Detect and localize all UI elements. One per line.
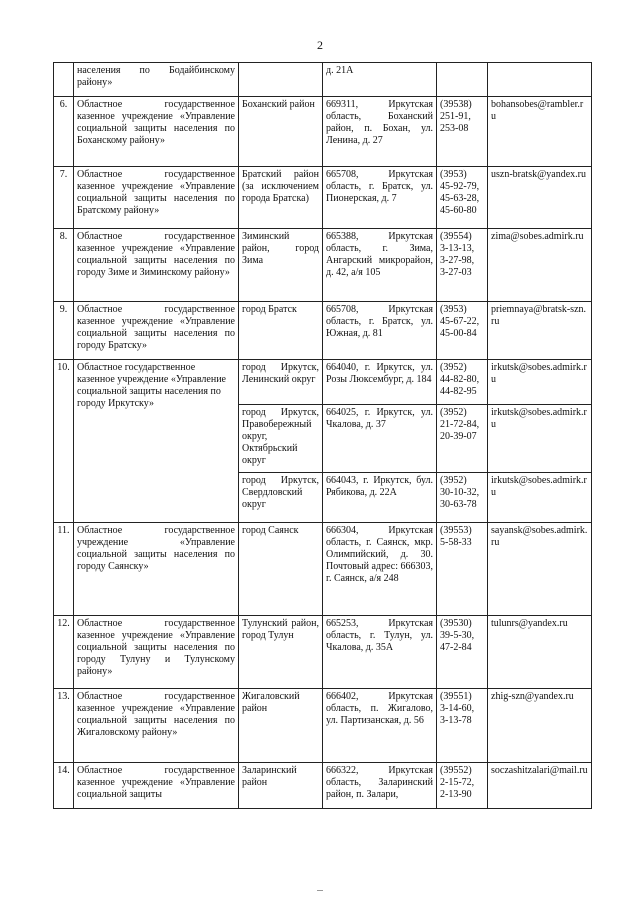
row-number: 6. xyxy=(54,97,74,167)
phone-line: (39538) xyxy=(440,99,472,110)
address: 665388, Иркутская область, г. Зима, Ангарский микрорайон, д. 42, а/я 105 xyxy=(323,229,437,302)
phone-cell xyxy=(437,97,488,167)
email: irkutsk@sobes.admirk.ru xyxy=(488,405,592,473)
table-row xyxy=(54,523,592,616)
table-row xyxy=(54,63,592,97)
phone-cell xyxy=(437,523,488,616)
email: uszn-bratsk@yandex.ru xyxy=(488,167,592,229)
phone-line: (3953) xyxy=(440,304,467,315)
phone-line: 45-67-22, xyxy=(440,316,480,327)
phone-line: 251-91, xyxy=(440,111,471,122)
table-row xyxy=(54,167,592,229)
territory: Тулунский район, город Тулун xyxy=(239,616,323,689)
phone-line: 21-72-84, xyxy=(440,419,480,430)
email: zhig-szn@yandex.ru xyxy=(488,689,592,763)
table-row xyxy=(54,689,592,763)
institution-name: Областное государственное казенное учреждение «Управление социальной защиты населения по Братскому району» xyxy=(74,167,239,229)
address: 666304, Иркутская область, г. Саянск, мкр. Олимпийский, д. 30. Почтовый адрес: 666303, г. Саянск, а/я 248 xyxy=(323,523,437,616)
phone-line: (39554) xyxy=(440,231,472,242)
territory: город Братск xyxy=(239,302,323,360)
phone-line: 44-82-80, xyxy=(440,374,480,385)
address: д. 21А xyxy=(323,63,437,97)
address: 666322, Иркутская область, Заларинский район, п. Залари, xyxy=(323,763,437,809)
phone-line: 2-13-90 xyxy=(440,789,472,800)
phone-line: (3953) xyxy=(440,169,467,180)
row-number: 9. xyxy=(54,302,74,360)
table-row xyxy=(54,302,592,360)
phone-cell xyxy=(437,63,488,97)
phone-line: 3-27-03 xyxy=(440,267,472,278)
address: 666402, Иркутская область, п. Жигалово, ул. Партизанская, д. 56 xyxy=(323,689,437,763)
address: 665253, Иркутская область, г. Тулун, ул. Чкалова, д. 35А xyxy=(323,616,437,689)
phone-line: (3952) xyxy=(440,407,467,418)
email: sayansk@sobes.admirk.ru xyxy=(488,523,592,616)
phone-cell xyxy=(437,763,488,809)
table-row xyxy=(54,97,592,167)
phone-line: 3-14-60, xyxy=(440,703,475,714)
territory: Заларинский район xyxy=(239,763,323,809)
phone-line: 45-60-80 xyxy=(440,205,477,216)
phone-line: 253-08 xyxy=(440,123,469,134)
territory: город Иркутск, Правобережный округ, Октябрьский округ xyxy=(239,405,323,473)
institution-name: населения по Бодайбинскому району» xyxy=(74,63,239,97)
scan-mark xyxy=(317,890,323,891)
phone-cell xyxy=(437,302,488,360)
phone-line: 20-39-07 xyxy=(440,431,477,442)
territory: город Иркутск, Ленинский округ xyxy=(239,360,323,405)
email: tulunrs@yandex.ru xyxy=(488,616,592,689)
row-number: 12. xyxy=(54,616,74,689)
phone-line: (39553) xyxy=(440,525,472,536)
territory: Боханский район xyxy=(239,97,323,167)
phone-line: 30-63-78 xyxy=(440,499,477,510)
phone-cell xyxy=(437,167,488,229)
phone-cell xyxy=(437,360,488,405)
territory: Жигаловский район xyxy=(239,689,323,763)
email: soczashitzalari@mail.ru xyxy=(488,763,592,809)
territory xyxy=(239,63,323,97)
territory: город Саянск xyxy=(239,523,323,616)
table-row xyxy=(54,763,592,809)
territory: Братский район (за исключением города Братска) xyxy=(239,167,323,229)
email: bohansobes@rambler.ru xyxy=(488,97,592,167)
institution-name: Областное государственное казенное учреждение «Управление социальной защиты xyxy=(74,763,239,809)
phone-cell xyxy=(437,405,488,473)
phone-line: 3-13-13, xyxy=(440,243,475,254)
phone-line: 30-10-32, xyxy=(440,487,480,498)
address: 669311, Иркутская область, Боханский район, п. Бохан, ул. Ленина, д. 27 xyxy=(323,97,437,167)
address: 664043, г. Иркутск, бул. Рябикова, д. 22А xyxy=(323,473,437,523)
institution-name: Областное государственное казенное учреждение «Управление социальной защиты населения по Боханскому району» xyxy=(74,97,239,167)
territory: город Иркутск, Свердловский округ xyxy=(239,473,323,523)
institutions-table xyxy=(53,62,592,809)
phone-line: 45-63-28, xyxy=(440,193,480,204)
phone-cell xyxy=(437,473,488,523)
phone-line: 3-27-98, xyxy=(440,255,475,266)
phone-line: 47-2-84 xyxy=(440,642,472,653)
phone-line: 2-15-72, xyxy=(440,777,475,788)
row-number: 8. xyxy=(54,229,74,302)
address: 665708, Иркутская область, г. Братск, ул. Южная, д. 81 xyxy=(323,302,437,360)
phone-cell xyxy=(437,689,488,763)
email: zima@sobes.admirk.ru xyxy=(488,229,592,302)
address: 664025, г. Иркутск, ул. Чкалова, д. 37 xyxy=(323,405,437,473)
row-number: 11. xyxy=(54,523,74,616)
table-row xyxy=(54,360,592,405)
phone-line: 45-00-84 xyxy=(440,328,477,339)
row-number xyxy=(54,63,74,97)
email: irkutsk@sobes.admirk.ru xyxy=(488,360,592,405)
territory: Зиминский район, город Зима xyxy=(239,229,323,302)
phone-line: 45-92-79, xyxy=(440,181,480,192)
institution-name: Областное государственное учреждение «Управление социальной защиты населения по городу Саянску» xyxy=(74,523,239,616)
table-row xyxy=(54,616,592,689)
phone-cell xyxy=(437,229,488,302)
row-number: 10. xyxy=(54,360,74,523)
row-number: 7. xyxy=(54,167,74,229)
page-number: 2 xyxy=(317,38,323,52)
email: priemnaya@bratsk-szn.ru xyxy=(488,302,592,360)
email xyxy=(488,63,592,97)
email: irkutsk@sobes.admirk.ru xyxy=(488,473,592,523)
phone-line: (39552) xyxy=(440,765,472,776)
address: 665708, Иркутская область, г. Братск, ул. Пионерская, д. 7 xyxy=(323,167,437,229)
phone-line: (39551) xyxy=(440,691,472,702)
row-number: 13. xyxy=(54,689,74,763)
phone-line: 5-58-33 xyxy=(440,537,472,548)
address: 664040, г. Иркутск, ул. Розы Люксембург, д. 184 xyxy=(323,360,437,405)
institution-name: Областное государственное казенное учреждение «Управление социальной защиты населения по городу Зиме и Зиминскому району» xyxy=(74,229,239,302)
phone-line: 3-13-78 xyxy=(440,715,472,726)
phone-line: (3952) xyxy=(440,362,467,373)
institution-name: Областное государственное казенное учреждение «Управление социальной защиты населения по городу Братску» xyxy=(74,302,239,360)
phone-line: (3952) xyxy=(440,475,467,486)
institution-name: Областное государственное казенное учреждение «Управление социальной защиты населения по Жигаловскому району» xyxy=(74,689,239,763)
table-row xyxy=(54,229,592,302)
institution-name: Областное государственное казенное учреждение «Управление социальной защиты населения по городу Иркутску» xyxy=(74,360,239,523)
row-number: 14. xyxy=(54,763,74,809)
phone-line: 44-82-95 xyxy=(440,386,477,397)
phone-line: (39530) xyxy=(440,618,472,629)
phone-line: 39-5-30, xyxy=(440,630,475,641)
institution-name: Областное государственное казенное учреждение «Управление социальной защиты населения по городу Тулуну и Тулунскому району» xyxy=(74,616,239,689)
phone-cell xyxy=(437,616,488,689)
